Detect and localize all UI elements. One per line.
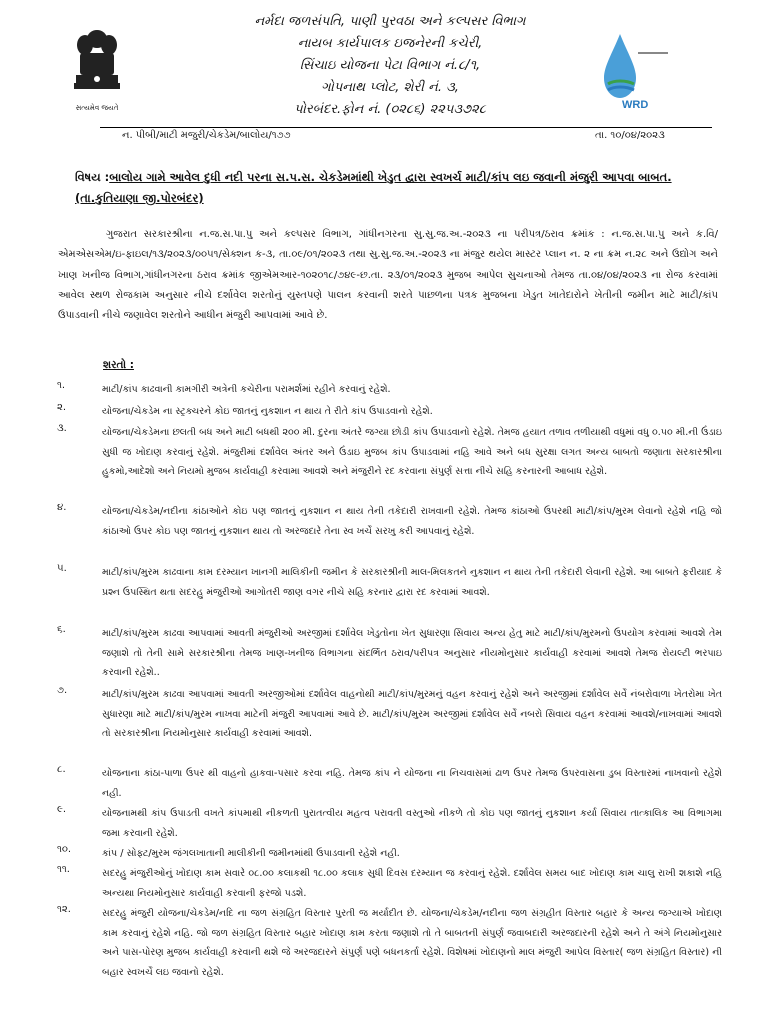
emblem-caption: સત્યમેવ જયતે (75, 104, 119, 112)
condition-number: ૩. (57, 423, 67, 434)
subject (75, 167, 715, 209)
condition-number: ૧૦. (57, 844, 72, 855)
national-emblem-icon (70, 25, 124, 109)
condition-text: યોજનાના કાંઠા-પાળા ઉપર થી વાહનો હાકવા-પસાર કરવા નહિ. તેમજ કાંપ ને યોજના ના નિચવાસમાં ઢાળ ઉપર તેમજ ઉપરવાસના ડુબ વિસ્તારમાં નાખવાનો રહેશે નહી. (102, 768, 722, 799)
wrd-logo-icon (600, 32, 670, 112)
condition-text: માટી/કાંપ કાઢવાની કામગીરી અત્રેની કચેરીના પરામર્શમાં રહીને કરવાનું રહેશે. (102, 384, 391, 395)
condition-number: ૧૧. (57, 864, 70, 875)
condition-number: ૧. (57, 380, 66, 391)
condition-text: યોજના/ચેકડેમના છલતી બધ અને માટી બધથી ૨૦૦ મી. દુરના અંતરે જગ્યા છોડી કાંપ ઉપાડવાનો રહેશે. તેમજ હયાત તળાવ તળીયાથી વધુમાં વધુ ૦.૫૦ મી.ની ઉંડાઇ સુધી જ ખોદાણ કરવાનું રહેશે. મંજુરીમાં દર્શાવેલ અંતર અને ઉંડાઇ મુજબ કાંપ ઉપાડવામાં નહિ આવે અને બધ સુરક્ષા લગત અન્ય બાબતો જણાતા સરકારશ્રીના હુકમો,આદેશો અને નિયમો મુજબ કાર્યવાહી કરવામા આવશે અને મંજુરીને રદ કરવાના સંપુર્ણ સત્તા નીચે સહિ કરનારની આબાધ રહેશે. (102, 427, 722, 478)
condition-text: કાંપ / સોફ્ટ/મુરમ જંગલખાતાની માલીકીની જમીનમાંથી ઉપાડવાની રહેશે નહી. (102, 848, 400, 859)
conditions-heading: શરતો : (103, 359, 134, 371)
header-line-3: સિંચાઇ યોજના પેટા વિભાગ નં.૮/૧, (299, 58, 481, 73)
reference-number: ન. પીબી/માટી મજુરી/ચેકડેમ/બાલોય/૧૭૭ (122, 130, 291, 141)
header-divider (100, 127, 712, 128)
condition-text: યોજના/ચેકડેમ ના સ્ટ્રક્ચરને કોઇ જાતનું નુકશાન ન થાય તે રીતે કાંપ ઉપાડવાનો રહેશે. (102, 406, 433, 417)
header-line-5: પોરબંદર.ફોન નં. (૦૨૮૬) ૨૨૫૩૭૨૮ (294, 102, 486, 117)
condition-text: યોજનામથી કાંપ ઉપાડતી વખતે કાંપમાથી નીકળતી પુરાતત્વીય મહત્વ પરાવતી વસ્તુઓ નીકળે તો કોઇ પણ જાતનું નુકશાન કર્યા સિવાય તાત્કાલિક આ વિભાગમા જમા કરવાની રહેશે. (102, 808, 722, 839)
office-header (190, 11, 590, 121)
condition-number: ૪. (57, 502, 67, 513)
subject-text: બાલોય ગામે આવેલ દુધી નદી પરના સ.પ.સ. ચેકડેમમાંથી ખેડુત દ્વારા સ્વખર્ચ માટી/કાંપ લઇ જવાની મંજુરી આપવા બાબત. (તા.કુતિયાણા જી.પોરબંદર) (75, 170, 672, 205)
condition-text: યોજના/ચેકડેમ/નદીના કાંઠાઓને કોઇ પણ જાતનું નુકશાન ન થાય તેની તકેદારી રાખવાની રહેશે. તેમજ કાંઠાઓ ઉપરથી માટી/કાંપ/મુરમ લેવાનો રહેશે નહિ જો કાંઠાઓ ઉપર કોઇ પણ જાતનું નુકશાન થાય તો અરજદારે તેના સ્વ ખર્ચે સરખુ કરી આપવાનું રહેશે. (102, 506, 722, 537)
condition-number: ૬. (57, 624, 66, 635)
condition-number: ૫. (57, 563, 67, 574)
condition-text: સદરહુ મંજુરી યોજના/ચેકડેમ/નદિ ના જળ સંગ્રહિત વિસ્તાર પુરતી જ મર્યાદીત છે. યોજના/ચેકડેમ/નદીના જળ સંગ્રહીત વિસ્તાર બહાર કે અન્ય જગ્યાએ ખોદાણ કામ કરવાનું રહેશે નહિ. જો જળ સંગ્રહિત વિસ્તાર બહાર ખોદાણ કામ કરતા જણાશે તો તે બાબતની સંપુર્ણ જવાબદારી અરજદારની રહેશે અને તે અંગે નિયમોનુસાર અને પાસ-પોરણ મુજબ કાર્યવાહી કરવાની થશે જે અરજદારને સંપુર્ણ પણે બધનકર્તા રહેશે. વિશેષમાં ખોદાણનો માલ મંજુરી આપેલ વિસ્તાર( જળ સંગ્રહિત વિસ્તાર) ની બહાર સ્વખર્ચે લઇ જવાનો રહેશે. (102, 908, 722, 979)
subject-label: વિષય : (75, 170, 110, 184)
condition-text: માટી/કાંપ/મુરમ કાઢવા આપવામાં આવતી મંજુરીઓ અરજીમાં દર્શાવેલ ખેડુતોના ખેત સુધારણા સિવાય અન્ય હેતુ માટે માટી/કાંપ/મુરમનો ઉપયોગ કરવામાં આવશે તેમ જણાશે તો તેની સામે સરકારશ્રીના તેમજ ખાણ-ખનીજ વિભાગના સંદર્ભિત ઠરાવ/પરીપત્ર અનુસાર નીયમોનુસાર કાર્યવાહી કરવામાં આવશે તેમજ રોયલ્ટી ભરપાઇ કરવાની રહેશે.. (102, 628, 722, 679)
condition-text: સદરહુ મંજુરીઓનું ખોદાણ કામ સવારે ૦૮.૦૦ કલાકથી ૧૮.૦૦ કલાક સુધી દિવસ દરમ્યાન જ કરવાનું રહેશે. દર્શાવેલ સમય બાદ ખોદાણ કામ ચાલુ રાખી શકાશે નહિ અન્યથા નિયમોનુસાર કાર્યવાહી કરવાની ફરજો પડશે. (102, 868, 722, 899)
header-line-2: નાયબ કાર્યપાલક ઇજનેરની કચેરી, (297, 36, 483, 51)
header-line-4: ગોપનાથ પ્લોટ, શેરી નં. ૩, (321, 80, 459, 95)
condition-number: ૭. (57, 685, 68, 696)
intro-paragraph: ગુજરાત સરકારશ્રીના ન.જ.સ.પા.પુ અને કલ્પસર વિભાગ, ગાંધીનગરના સુ.સુ.જ.અ.-૨૦૨૩ ના પરીપત્ર/ઠરાવ ક્રમાંક : ન.જ.સ.પા.પુ અને ક.વિ/એમએસએમ/ઇ-ફાઇલ/૧૩/૨૦૨૩/૦૦૫૧/સેક્શન ક-૩, તા.૦૯/૦૧/૨૦૨૩ તથા સુ.સુ.જ.અ.-૨૦૨૩ ના મંજુર થયેલ માસ્ટર પ્લાન ન. ૨ ના ક્રમ ન.૨૮ અને ઉદ્યોગ અને ખાણ ખનીજ વિભાગ,ગાંધીનગરના ઠરાવ ક્રમાંક જીએમઆર-૧૦૨૦૧૮/૭૪૯-છ.તા. ૨૩/૦૧/૨૦૨૩ મુજબ આપેલ સુચનાઓ તેમજ તા.૦૪/૦૪/૨૦૨૩ ના રોજ કરવામાં આવેલ સ્થળ રોજકામ અનુસાર નીચે દર્શાવેલ શરતોનું યુસ્તપણે પાલન કરવાની શરતે પાછળના પત્રક મુજબના ખેડુત ખાતેદારોને ખેતીની જમીન માટે માટી/કાંપ ઉપાડવાની નીચે જણાવેલ શરતોને આધીન મંજુરી આપવામાં આવે છે. (58, 229, 718, 322)
condition-number: ૯. (57, 804, 67, 815)
logo-text: WRD (622, 99, 649, 111)
condition-number: ૮. (57, 764, 66, 775)
header-line-1: નર્મદા જળસંપતિ, પાણી પુરવઠા અને કલ્પસર વિભાગ (254, 14, 526, 29)
condition-text: માટી/કાંપ/મુરમ કાઢવા આપવામાં આવતી અરજીઓમાં દર્શાવેલ વાહનોથી માટી/કાંપ/મુરમનું વહન કરવાનું રહેશે અને અરજીમાં દર્શાવેલ સર્વે નંબરોવાળા ખેતરોમા ખેત સુધારણા માટે માટી/કાંપ/મુરમ નાખવા માટેની મંજુરી આપવામાં આવે છે. માટી/કાંપ/મુરમ અરજીમાં દર્શાવેલ સર્વે નબરો સિવાય વહન કરવામાં આવશે/નાખવામાં આવશે તો સરકારશ્રીના નિયમોનુસાર કાર્યવાહી કરવામાં આવશે. (102, 689, 722, 740)
condition-text: માટી/કાંપ/મુરમ કાઢવાના કામ દરમ્યાન ખાનગી માલિકીની જમીન કે સરકારશ્રીની માલ-મિલકતને નુકશાન ન થાય તેની તકેદારી લેવાની રહેશે. આ બાબતે ફરીયાદ કે પ્રશ્ન ઉપસ્થિત થતા સદરહુ મંજુરીઓ આગોતરી જાણ વગર નીચે સહિ કરનાર દ્વારા રદ કરવામાં આવશે. (102, 567, 722, 598)
condition-number: ૨. (57, 402, 67, 413)
condition-number: ૧૨. (57, 904, 71, 915)
reference-date: તા. ૧૦/૦૪/૨૦૨૩ (595, 130, 665, 141)
